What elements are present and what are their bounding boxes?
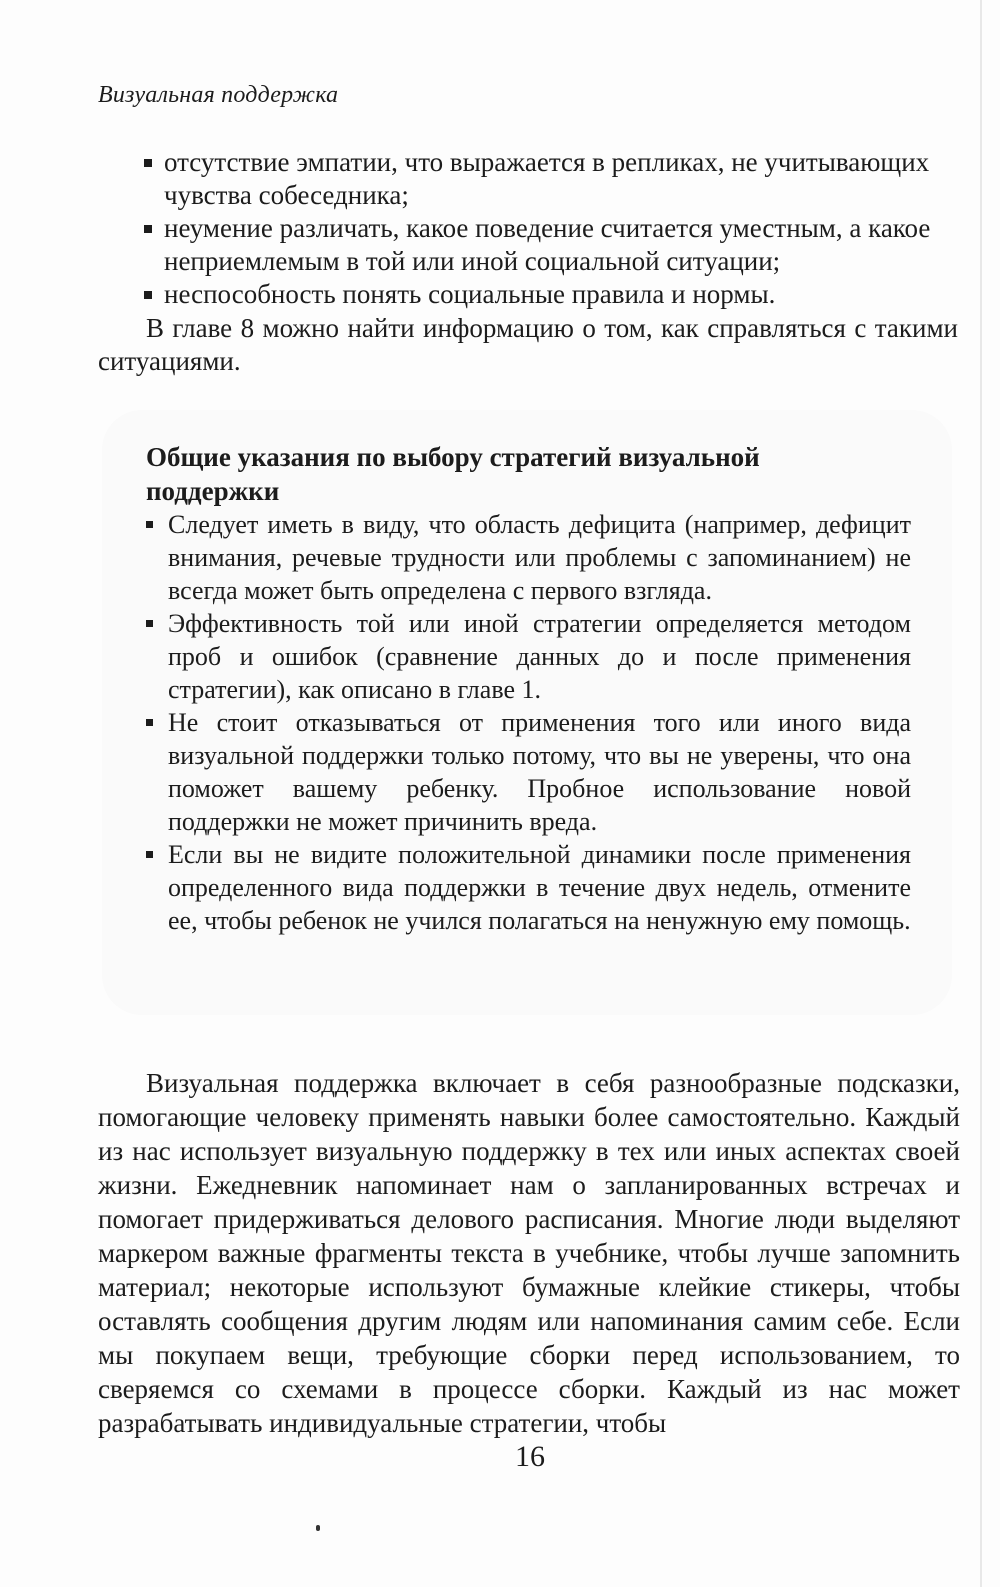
guidelines-list (146, 508, 911, 937)
running-head: Визуальная поддержка (98, 82, 339, 108)
list-item-text: неспособность понять социальные правила и нормы. (164, 279, 776, 309)
square-bullet-icon (146, 521, 153, 528)
page-edge-shadow (980, 0, 982, 1587)
list-item-text: неумение различать, какое поведение считается уместным, а какое неприемлемым в той или иной социальной ситуации; (164, 213, 931, 276)
square-bullet-icon (144, 159, 152, 167)
square-bullet-icon (144, 225, 152, 233)
chapter-reference-paragraph: В главе 8 можно найти информацию о том, как справляться с такими ситуациями. (98, 313, 958, 376)
list-item-text: отсутствие эмпатии, что выражается в репликах, не учитывающих чувства собеседника; (164, 147, 930, 210)
list-item (146, 607, 911, 706)
page-number: 16 (515, 1440, 545, 1473)
list-item-text: Если вы не видите положительной динамики после применения определенного вида поддержки в течение двух недель, отмените ее, чтобы ребенок не учился полагаться на ненужную ему помощь. (168, 840, 911, 935)
sidebar-title: Общие указания по выбору стратегий визуальной поддержки (146, 442, 760, 506)
list-item (140, 146, 960, 212)
square-bullet-icon (146, 620, 153, 627)
symptom-list (140, 146, 960, 311)
list-item (146, 508, 911, 607)
print-speck (316, 1525, 320, 1531)
list-item (140, 278, 960, 311)
main-body-paragraph: Визуальная поддержка включает в себя разнообразные подсказки, помогающие человеку применять навыки более самостоятельно. Каждый из нас использует визуальную поддержку в тех или иных аспектах своей жизни. Ежедневник напоминает нам о запланированных встречах и помогает придерживаться делового расписания. Многие люди выделяют маркером важные фрагменты текста в учебнике, чтобы лучше запомнить материал; некоторые используют бумажные клейкие стикеры, чтобы оставлять сообщения другим людям или напоминания самим себе. Если мы покупаем вещи, требующие сборки перед использованием, то сверяемся со схемами в процессе сборки. Каждый из нас может разрабатывать индивидуальные стратегии, чтобы (98, 1068, 960, 1438)
list-item (146, 838, 911, 937)
square-bullet-icon (144, 291, 152, 299)
square-bullet-icon (146, 719, 153, 726)
list-item (146, 706, 911, 838)
list-item-text: Эффективность той или иной стратегии определяется методом проб и ошибок (сравнение данных до и после применения стратегии), как описано в главе 1. (168, 609, 911, 704)
list-item (140, 212, 960, 278)
list-item-text: Не стоит отказываться от применения того или иного вида визуальной поддержки только потому, что вы не уверены, что она поможет вашему ребенку. Пробное использование новой поддержки не может причинить вреда. (168, 708, 911, 836)
list-item-text: Следует иметь в виду, что область дефицита (например, дефицит внимания, речевые трудности или проблемы с запоминанием) не всегда может быть определена с первого взгляда. (168, 510, 911, 605)
square-bullet-icon (146, 851, 153, 858)
